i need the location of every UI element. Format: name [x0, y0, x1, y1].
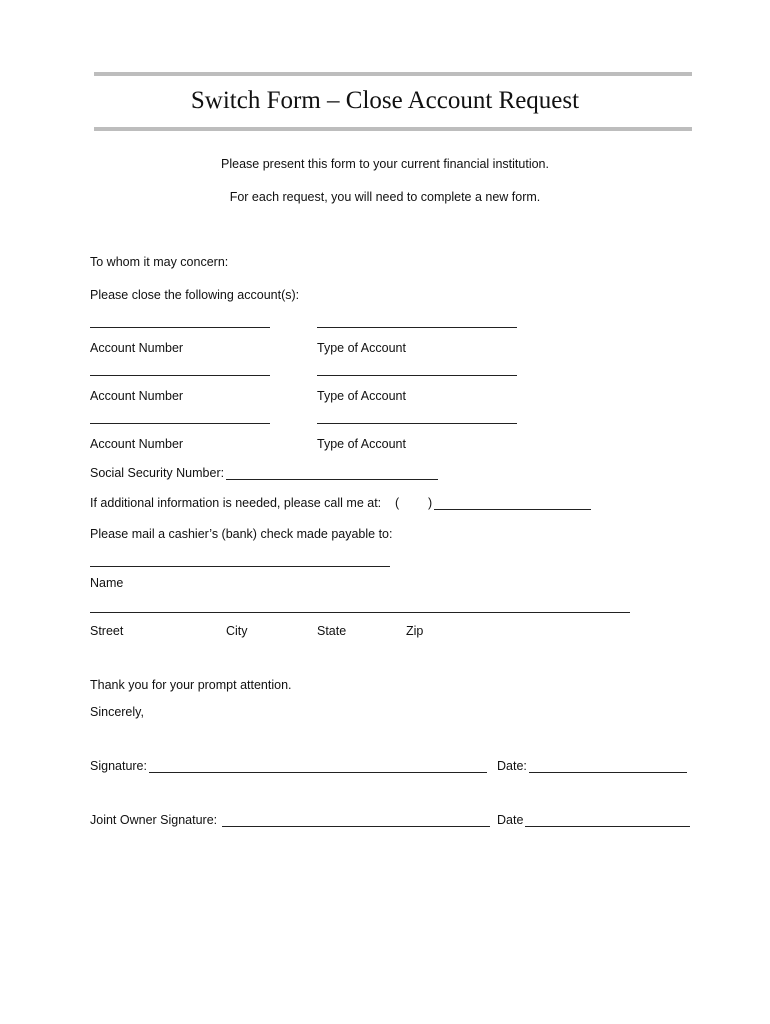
signature-label: Signature:	[90, 759, 147, 773]
name-label: Name	[90, 576, 124, 590]
address-field[interactable]	[90, 612, 630, 613]
account-type-field-2[interactable]	[317, 375, 517, 376]
account-number-label-3: Account Number	[90, 437, 184, 451]
phone-field[interactable]	[434, 509, 591, 510]
zip-label: Zip	[406, 624, 424, 638]
joint-signature-label: Joint Owner Signature:	[90, 813, 218, 827]
account-type-field-1[interactable]	[317, 327, 517, 328]
date-label-1: Date:	[497, 759, 527, 773]
account-type-label-1: Type of Account	[317, 341, 406, 355]
city-label: City	[226, 624, 248, 638]
date-field-2[interactable]	[525, 826, 690, 827]
account-number-field-1[interactable]	[90, 327, 270, 328]
phone-open-paren: (	[395, 496, 400, 510]
top-rule	[94, 72, 692, 76]
bottom-rule	[94, 127, 692, 131]
ssn-label: Social Security Number:	[90, 466, 225, 480]
form-title: Switch Form – Close Account Request	[190, 87, 580, 114]
ssn-field[interactable]	[226, 479, 438, 480]
signature-field[interactable]	[149, 772, 487, 773]
close-prompt: Please close the following account(s):	[90, 288, 300, 302]
account-number-field-2[interactable]	[90, 375, 270, 376]
account-number-field-3[interactable]	[90, 423, 270, 424]
joint-signature-field[interactable]	[222, 826, 490, 827]
thanks-text: Thank you for your prompt attention.	[90, 678, 292, 692]
state-label: State	[317, 624, 347, 638]
closing-text: Sincerely,	[90, 705, 144, 719]
date-field-1[interactable]	[529, 772, 687, 773]
account-type-field-3[interactable]	[317, 423, 517, 424]
account-number-label-1: Account Number	[90, 341, 184, 355]
date-label-2: Date	[497, 813, 524, 827]
account-number-label-2: Account Number	[90, 389, 184, 403]
phone-label: If additional information is needed, please call me at:	[90, 496, 382, 510]
payee-name-field[interactable]	[90, 566, 390, 567]
street-label: Street	[90, 624, 124, 638]
mail-prompt: Please mail a cashier’s (bank) check made payable to:	[90, 527, 393, 541]
account-type-label-3: Type of Account	[317, 437, 406, 451]
account-type-label-2: Type of Account	[317, 389, 406, 403]
intro-line-1: Please present this form to your current financial institution.	[221, 157, 549, 171]
phone-close-paren: )	[428, 496, 433, 510]
greeting: To whom it may concern:	[90, 255, 229, 269]
intro-line-2: For each request, you will need to complete a new form.	[229, 190, 541, 204]
